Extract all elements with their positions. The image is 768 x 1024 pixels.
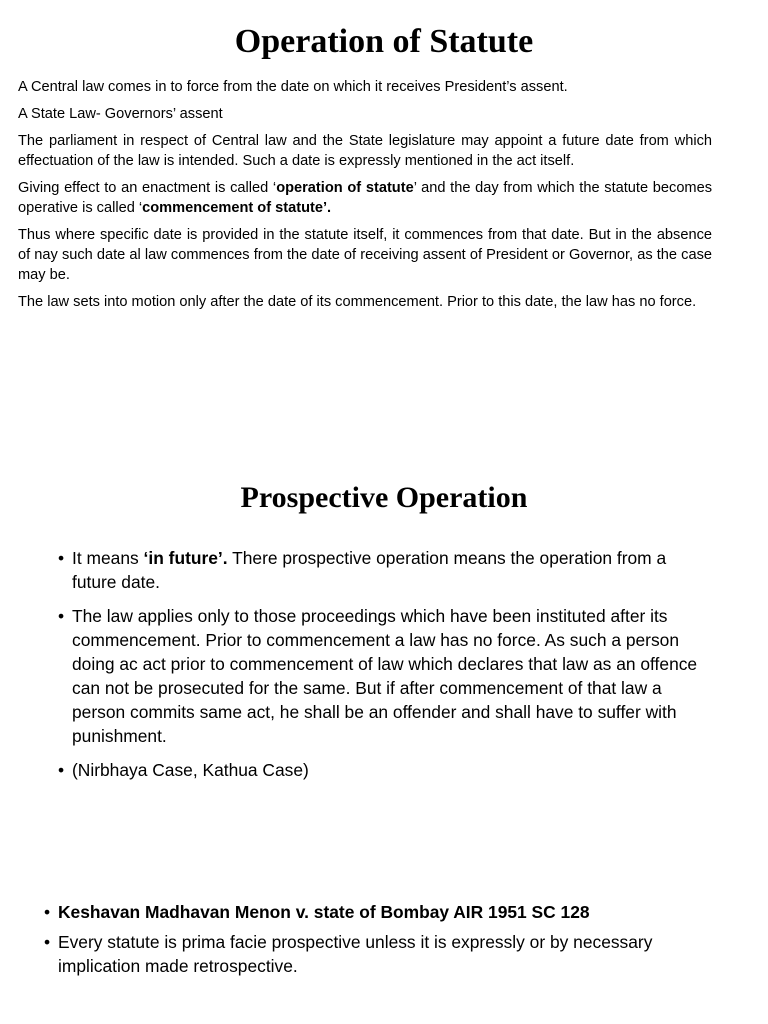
- paragraph: The law sets into motion only after the date of its commencement. Prior to this date, the law has no force.: [18, 294, 697, 310]
- text-run: ’ and the day from which the statute becomes operative is called ‘: [18, 180, 713, 216]
- paragraph: A Central law comes in to force from the date on which it receives President’s assent.: [18, 79, 568, 95]
- slide-case-law: [0, 900, 768, 1010]
- bold-term: commencement of statute’.: [142, 200, 332, 216]
- text-run: It means: [72, 548, 144, 568]
- slide-title: Prospective Operation: [240, 481, 528, 514]
- bold-term: ‘in future’.: [143, 548, 228, 568]
- text-run: (Nirbhaya Case, Kathua Case): [72, 760, 309, 780]
- bullet-icon: •: [58, 548, 65, 568]
- slide-operation-of-statute: [0, 0, 768, 440]
- bullet-icon: •: [58, 760, 65, 780]
- text-run: There prospective operation means the operation from a future date.: [72, 548, 667, 592]
- bullet-list: [58, 546, 710, 782]
- bold-term: operation of statute: [276, 180, 414, 196]
- slide-body: [18, 77, 712, 312]
- list-item: [58, 546, 710, 594]
- case-citation: Keshavan Madhavan Menon v. state of Bombay AIR 1951 SC 128: [58, 902, 590, 922]
- paragraph: A State Law- Governors’ assent: [18, 106, 223, 122]
- slide-title: Operation of Statute: [234, 23, 534, 60]
- bullet-list: [44, 900, 708, 978]
- list-item: [44, 900, 708, 924]
- paragraph: The parliament in respect of Central law and the State legislature may appoint a future date from which effectuation of the law is intended. Such a date is expressly mentioned in the act itself.: [18, 133, 712, 169]
- bullet-icon: •: [44, 902, 51, 922]
- text-run: Giving effect to an enactment is called ‘: [18, 180, 277, 196]
- text-run: The law applies only to those proceedings which have been instituted after its commencement. Prior to commencement a law has no force. As such a person doing ac act prior to commencement of law which declares that law as an offence can not be prosecuted for the same. But if after commencement of that law a person commits same act, he shall be an offender and shall have to suffer with punishment.: [72, 606, 698, 746]
- list-item: [58, 604, 710, 748]
- list-item: [58, 758, 710, 782]
- bullet-icon: •: [44, 932, 51, 952]
- paragraph: [18, 178, 712, 218]
- text-run: Every statute is prima facie prospective unless it is expressly or by necessary implication made retrospective.: [58, 932, 653, 976]
- list-item: [44, 930, 708, 978]
- paragraph: Thus where specific date is provided in the statute itself, it commences from that date. But in the absence of nay such date al law commences from the date of receiving assent of President or Governor, as the case may be.: [18, 227, 712, 283]
- bullet-icon: •: [58, 606, 65, 626]
- slide-prospective-operation: [0, 470, 768, 810]
